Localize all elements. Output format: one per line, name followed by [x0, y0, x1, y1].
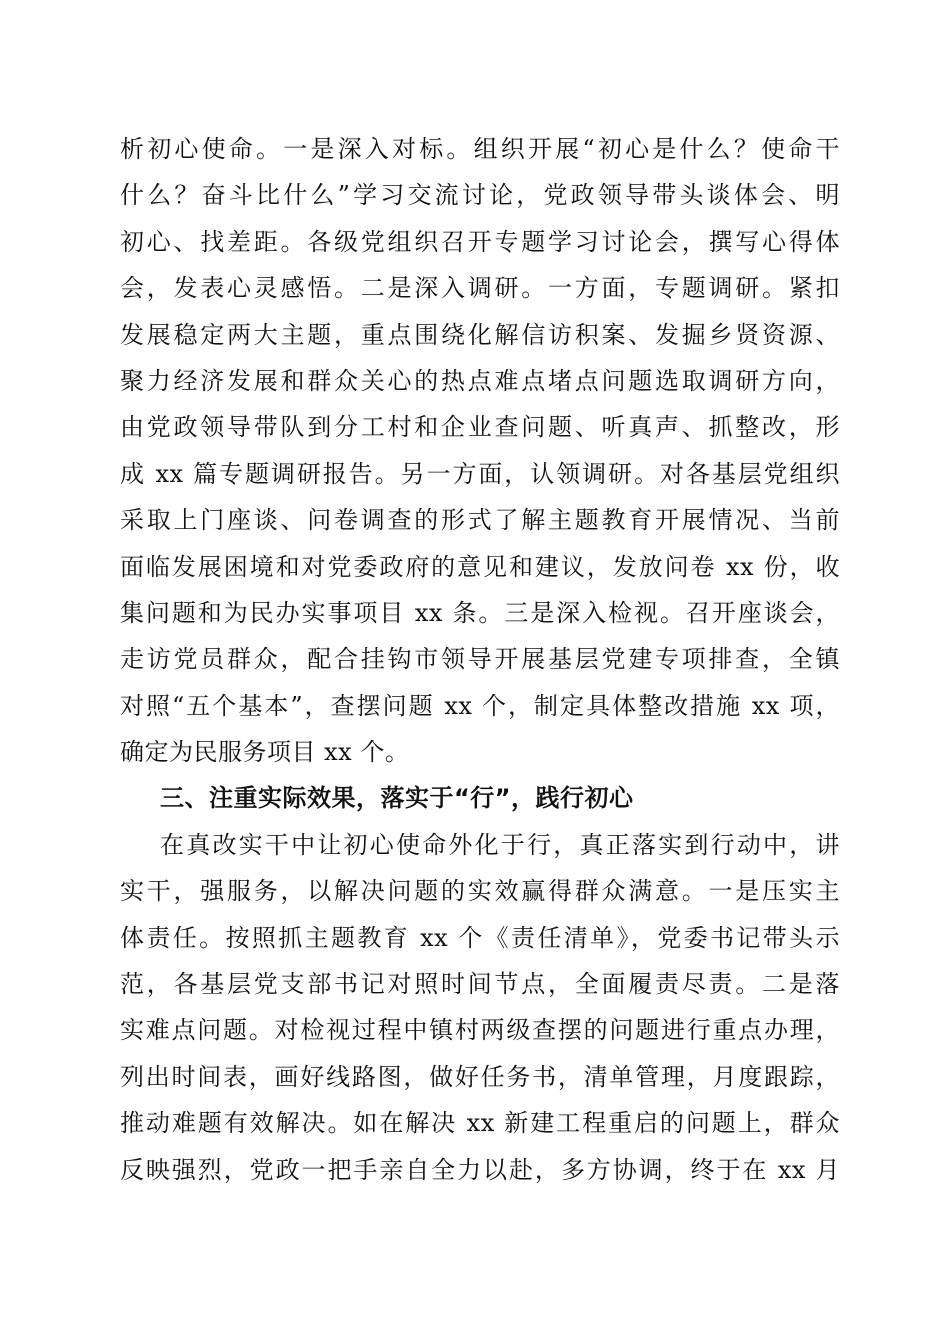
text-line: 会，发表心灵感悟。二是深入调研。一方面，专题调研。紧扣 [120, 274, 840, 303]
text-line: 什么？奋斗比什么”学习交流讨论，党政领导带头谈体会、明 [120, 181, 840, 210]
text-line: 实难点问题。对检视过程中镇村两级查摆的问题进行重点办理， [120, 1016, 840, 1045]
text-line: 对照“五个基本”，查摆问题 xx 个，制定具体整改措施 xx 项， [120, 691, 840, 720]
body-text [120, 126, 840, 1193]
text-line: 在真改实干中让初心使命外化于行，真正落实到行动中，讲 [160, 830, 840, 859]
text-line: 实干，强服务，以解决问题的实效赢得群众满意。一是压实主 [120, 877, 840, 906]
text-line: 集问题和为民办实事项目 xx 条。三是深入检视。召开座谈会， [120, 598, 840, 627]
text-line: 采取上门座谈、问卷调查的形式了解主题教育开展情况、当前 [120, 506, 840, 535]
section-heading: 三、注重实际效果，落实于“行”，践行初心 [160, 784, 634, 813]
text-line: 范，各基层党支部书记对照时间节点，全面履责尽责。二是落 [120, 970, 840, 999]
text-line: 成 xx 篇专题调研报告。另一方面，认领调研。对各基层党组织 [120, 459, 840, 488]
text-line: 确定为民服务项目 xx 个。 [120, 738, 410, 767]
text-line: 体责任。按照抓主题教育 xx 个《责任清单》，党委书记带头示 [120, 923, 840, 952]
text-line: 析初心使命。一是深入对标。组织开展“初心是什么？使命干 [120, 135, 840, 163]
text-line: 初心、找差距。各级党组织召开专题学习讨论会，撰写心得体 [120, 227, 840, 256]
text-line: 走访党员群众，配合挂钩市领导开展基层党建专项排查，全镇 [120, 645, 840, 674]
text-line: 由党政领导带队到分工村和企业查问题、听真声、抓整改，形 [120, 413, 840, 442]
text-line: 面临发展困境和对党委政府的意见和建议，发放问卷 xx 份，收 [120, 552, 840, 581]
text-line: 聚力经济发展和群众关心的热点难点堵点问题选取调研方向， [120, 366, 840, 395]
text-line: 列出时间表，画好线路图，做好任务书，清单管理，月度跟踪， [120, 1062, 840, 1091]
text-line: 反映强烈，党政一把手亲自全力以赴，多方协调，终于在 xx 月 [120, 1155, 840, 1184]
text-line: 推动难题有效解决。如在解决 xx 新建工程重启的问题上，群众 [120, 1109, 840, 1138]
text-line: 发展稳定两大主题，重点围绕化解信访积案、发掘乡贤资源、 [120, 320, 840, 349]
